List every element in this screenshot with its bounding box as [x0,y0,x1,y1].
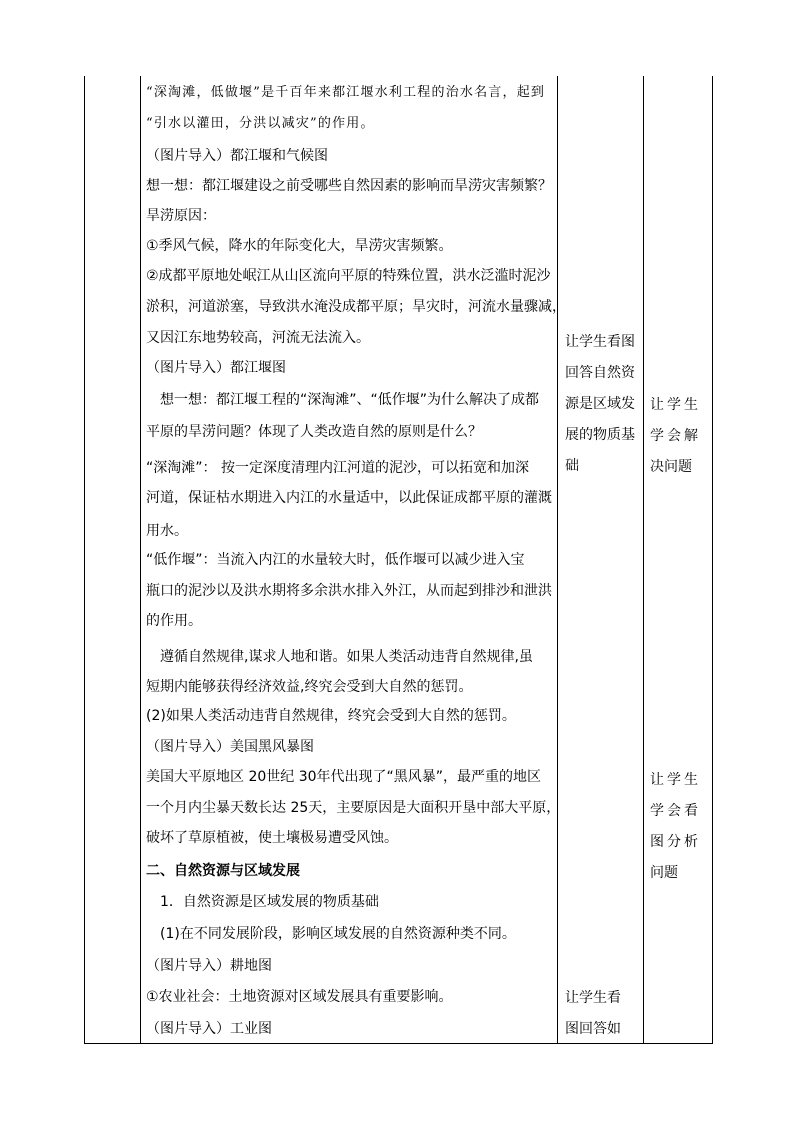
design-intent-text: 学会解 [650,428,701,444]
text-line: （图片导入）耕地图 [146,958,272,974]
text-line: ①季风气候，降水的年际变化大，旱涝灾害频繁。 [146,238,453,254]
text-line: 一个月内尘暴天数长达 25天，主要原因是大面积开垦中部大平原， [146,800,561,816]
text-line: 平原的旱涝问题？体现了人类改造自然的原则是什么？ [146,424,482,440]
text-line: （图片导入）都江堰和气候图 [146,148,328,164]
text-line: 1．自然资源是区域发展的物质基础 [146,894,379,910]
text-line: （图片导入）都江堰图 [146,360,286,376]
design-intent-text: 让学生 [650,397,701,413]
text-line: 想一想：都江堰工程的“深淘滩”、“低作堰”为什么解决了成都 [146,392,540,408]
design-intent-text: 学会看 [650,803,701,819]
text-line: 淤积，河道淤塞，导致洪水淹没成都平原；旱灾时，河流水量骤减， [146,299,566,315]
text-line: 旱涝原因： [146,208,216,224]
text-line: “深淘滩，低做堰”是千百年来都江堰水利工程的治水名言，起到 [146,85,546,100]
text-line: ②成都平原地处岷江从山区流向平原的特殊位置，洪水泛滥时泥沙 [146,268,551,284]
text-line: (1)在不同发展阶段，影响区域发展的自然资源种类不同。 [146,926,516,942]
design-intent-text: 问题 [650,865,678,881]
section-heading: 二、自然资源与区域发展 [146,863,300,879]
text-line: 想一想：都江堰建设之前受哪些自然因素的影响而旱涝灾害频繁？ [146,178,552,194]
text-line: 美国大平原地区 20世纪 30年代出现了“黑风暴”，最严重的地区 [146,769,542,785]
text-line: 遵循自然规律,谋求人地和谐。如果人类活动违背自然规律,虽 [146,649,533,665]
student-activity-text: 图回答如 [565,1021,621,1037]
text-line: ①农业社会：土地资源对区域发展具有重要影响。 [146,989,453,1005]
column-divider [643,76,644,1044]
text-line: 的作用。 [146,613,202,629]
text-line: 短期内能够获得经济效益,终究会受到大自然的惩罚。 [146,679,473,695]
student-activity-text: 础 [565,458,579,474]
text-line: （图片导入）工业图 [146,1021,272,1037]
text-line: 破坏了草原植被，使土壤极易遭受风蚀。 [146,830,398,846]
student-activity-text: 让学生看 [565,990,621,1006]
text-line: “引水以灌田，分洪以减灾”的作用。 [146,116,375,131]
student-activity-text: 回答自然资 [565,365,635,381]
student-activity-text: 展的物质基 [565,427,635,443]
student-activity-text: 源是区域发 [565,396,635,412]
design-intent-text: 图分析 [650,834,701,850]
design-intent-text: 让学生 [650,772,701,788]
text-line: 河道，保证枯水期进入内江的水量适中，以此保证成都平原的灌溉 [146,490,552,506]
column-divider [140,76,141,1044]
text-line: 又因江东地势较高，河流无法流入。 [146,330,370,346]
text-line: 瓶口的泥沙以及洪水期将多余洪水排入外江，从而起到排沙和泄洪 [146,583,552,599]
text-line: （图片导入）美国黑风暴图 [146,739,314,755]
column-divider [557,76,558,1044]
text-line: “低作堰”：当流入内江的水量较大时，低作堰可以减少进入宝 [146,552,525,568]
text-line: (2)如果人类活动违背自然规律，终究会受到大自然的惩罚。 [146,708,516,724]
student-activity-text: 让学生看图 [565,334,635,350]
design-intent-text: 决问题 [650,459,692,475]
text-line: “深淘滩”： 按一定深度清理内江河道的泥沙，可以拓宽和加深 [146,460,529,476]
text-line: 用水。 [146,523,188,539]
